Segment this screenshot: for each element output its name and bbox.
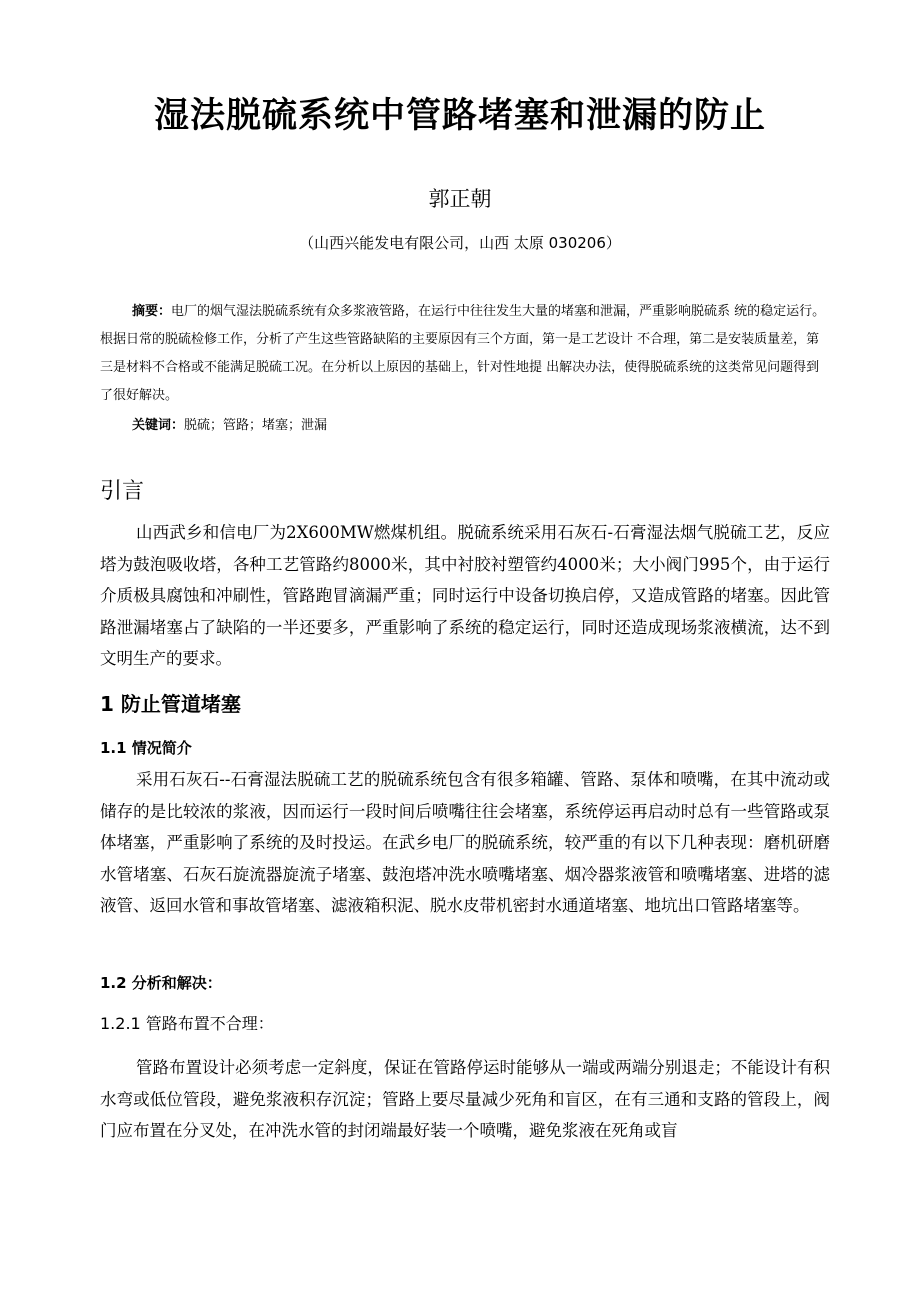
section-1-heading: 1 防止管道堵塞 (100, 692, 241, 716)
author-affiliation: （山西兴能发电有限公司，山西 太原 030206） (299, 234, 621, 252)
keywords (132, 412, 327, 440)
section-1-2-1-heading: 1.2.1 管路布置不合理： (100, 1014, 274, 1033)
section-1-2-heading: 1.2 分析和解决： (100, 974, 222, 992)
paper-title: 湿法脱硫系统中管路堵塞和泄漏的防止 (153, 95, 766, 136)
author-name: 郭正朝 (428, 187, 492, 211)
keywords-text: 脱硫；管路；堵塞；泄漏 (184, 418, 328, 433)
section-1-2-1-paragraph: 管路布置设计必须考虑一定斜度，保证在管路停运时能够从一端或两端分别退走；不能设计有积水弯或低位管段，避免浆液积存沉淀；管路上要尽量减少死角和盲区，在有三通和支路的管段上，阀门应布置在分叉处，在冲洗水管的封闭端最好装一个喷嘴，避免浆液在死角或盲 (100, 1058, 830, 1140)
intro-paragraph: 山西武乡和信电厂为2X600MW燃煤机组。脱硫系统采用石灰石-石膏湿法烟气脱硫工艺，反应塔为鼓泡吸收塔，各种工艺管路约8000米，其中衬胶衬塑管约4000米；大小阀门995个，由于运行介质极具腐蚀和冲刷性，管路跑冒滴漏严重；同时运行中设备切换启停，又造成管路的堵塞。因此管路泄漏堵塞占了缺陷的一半还要多，严重影响了系统的稳定运行，同时还造成现场浆液横流，达不到文明生产的要求。 (100, 523, 830, 668)
section-1-1-paragraph: 采用石灰石--石膏湿法脱硫工艺的脱硫系统包含有很多箱罐、管路、泵体和喷嘴，在其中流动或储存的是比较浓的浆液，因而运行一段时间后喷嘴往往会堵塞，系统停运再启动时总有一些管路或泵体堵塞，严重影响了系统的及时投运。在武乡电厂的脱硫系统，较严重的有以下几种表现：磨机研磨水管堵塞、石灰石旋流器旋流子堵塞、鼓泡塔冲洗水喷嘴堵塞、烟冷器浆液管和喷嘴堵塞、进塔的滤液管、返回水管和事故管堵塞、滤液箱积泥、脱水皮带机密封水通道堵塞、地坑出口管路堵塞等。 (100, 770, 830, 915)
keywords-label: 关键词： (132, 418, 185, 433)
abstract (100, 298, 830, 410)
section-1-1-heading: 1.1 情况简介 (100, 739, 192, 757)
abstract-label: 摘要： (132, 304, 172, 319)
abstract-text: 电厂的烟气湿法脱硫系统有众多浆液管路，在运行中往往发生大量的堵塞和泄漏，严重影响脱硫系 统的稳定运行。根据日常的脱硫检修工作，分析了产生这些管路缺陷的主要原因有三个方面，第一是工艺设计 不合理，第二是安装质量差，第三是材料不合格或不能满足脱硫工况。在分析以上原因的基础上，针对性地提 出解决办法，使得脱硫系统的这类常见问题得到了很好解决。 (100, 304, 826, 403)
intro-heading: 引言 (100, 479, 145, 504)
